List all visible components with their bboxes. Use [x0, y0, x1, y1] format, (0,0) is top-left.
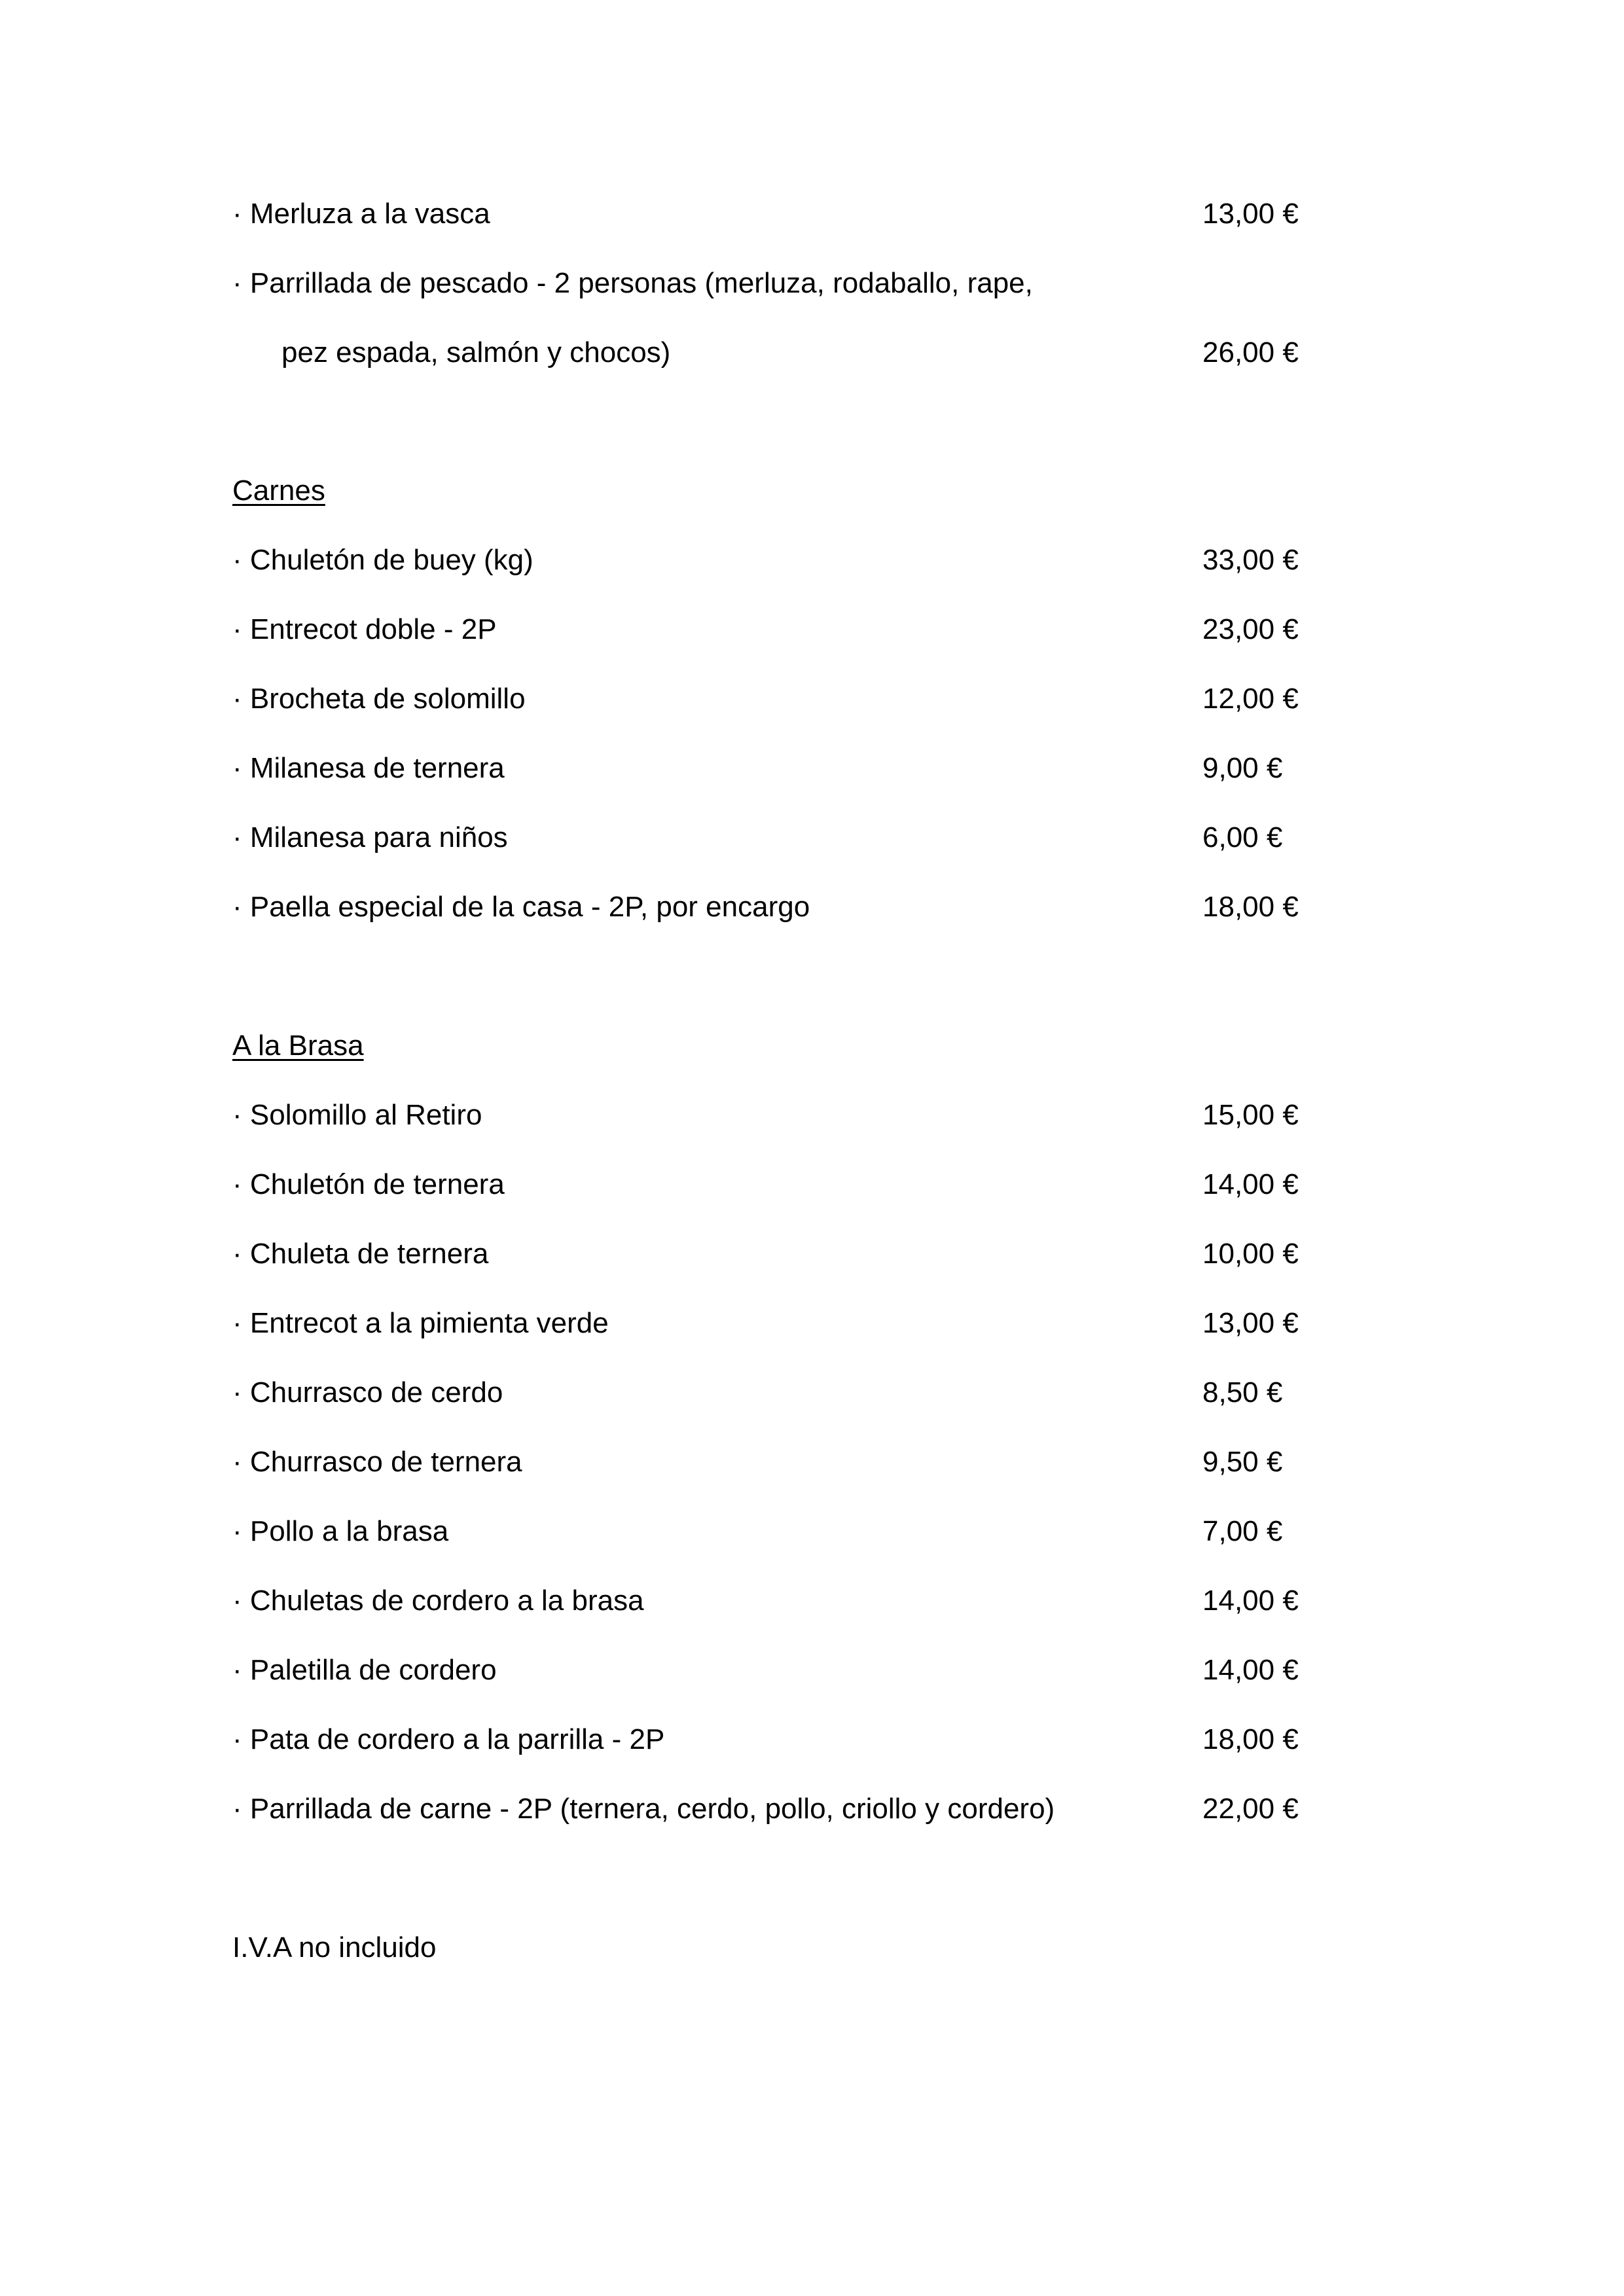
section-header-carnes [0, 465, 1624, 517]
menu-item-price: 18,00 € [1202, 891, 1299, 923]
menu-item-price: 18,00 € [1202, 1723, 1299, 1755]
menu-item-price: 7,00 € [1202, 1515, 1283, 1547]
menu-item-price: 13,00 € [1202, 198, 1299, 230]
menu-item-name: · Brocheta de solomillo [232, 683, 526, 715]
menu-item-name: · Entrecot doble - 2P [232, 613, 497, 645]
menu-item-price: 15,00 € [1202, 1099, 1299, 1131]
menu-item [0, 881, 1624, 933]
menu-item-name: · Pollo a la brasa [232, 1515, 449, 1547]
menu-item [0, 673, 1624, 725]
menu-item-price: 14,00 € [1202, 1585, 1299, 1617]
menu-item [0, 1297, 1624, 1350]
menu-item-price: 9,00 € [1202, 752, 1283, 784]
menu-item [0, 1367, 1624, 1419]
menu-item-price: 14,00 € [1202, 1654, 1299, 1686]
menu-item-name: · Entrecot a la pimienta verde [232, 1307, 609, 1339]
menu-item-name-continued: pez espada, salmón y chocos) [281, 336, 671, 368]
menu-item-continuation [0, 327, 1624, 379]
menu-item-name: · Milanesa de ternera [232, 752, 505, 784]
menu-item [0, 1089, 1624, 1141]
menu-item-name: · Chuletón de ternera [232, 1168, 505, 1200]
menu-item-price: 6,00 € [1202, 821, 1283, 853]
menu-item-name: · Pata de cordero a la parrilla - 2P [232, 1723, 665, 1755]
menu-item-price: 14,00 € [1202, 1168, 1299, 1200]
menu-item-name: · Parrillada de carne - 2P (ternera, cerdo, pollo, criollo y cordero) [232, 1793, 1055, 1825]
menu-item-price: 8,50 € [1202, 1376, 1283, 1408]
menu-item [0, 1158, 1624, 1211]
tax-note: I.V.A no incluido [232, 1931, 437, 1964]
menu-item [0, 188, 1624, 240]
menu-item-price: 23,00 € [1202, 613, 1299, 645]
menu-item [0, 1575, 1624, 1627]
menu-item [0, 1644, 1624, 1696]
menu-item-name: · Churrasco de ternera [232, 1446, 522, 1478]
section-title: A la Brasa [232, 1030, 364, 1062]
section-title: Carnes [232, 475, 325, 507]
footer [0, 1922, 1624, 1974]
menu-item-name: · Paella especial de la casa - 2P, por encargo [232, 891, 810, 923]
menu-item-name: · Chuleta de ternera [232, 1238, 489, 1270]
section-header-a-la-brasa [0, 1020, 1624, 1072]
menu-item [0, 1228, 1624, 1280]
menu-item-price: 12,00 € [1202, 683, 1299, 715]
menu-item-price: 10,00 € [1202, 1238, 1299, 1270]
menu-item-price: 33,00 € [1202, 544, 1299, 576]
menu-item-name: · Chuletas de cordero a la brasa [232, 1585, 644, 1617]
menu-item-price: 26,00 € [1202, 336, 1299, 368]
menu-item-name: · Solomillo al Retiro [232, 1099, 482, 1131]
menu-item-name: · Milanesa para niños [232, 821, 508, 853]
menu-item-name: · Paletilla de cordero [232, 1654, 497, 1686]
menu-item [0, 742, 1624, 795]
menu-item [0, 1505, 1624, 1558]
menu-item [0, 812, 1624, 864]
menu-item-name: · Chuletón de buey (kg) [232, 544, 533, 576]
menu-item-price: 13,00 € [1202, 1307, 1299, 1339]
menu-item-name: · Churrasco de cerdo [232, 1376, 503, 1408]
menu-item-name: · Merluza a la vasca [232, 198, 490, 230]
menu-item [0, 257, 1624, 310]
menu-item-price: 22,00 € [1202, 1793, 1299, 1825]
menu-item-name: · Parrillada de pescado - 2 personas (merluza, rodaballo, rape, [232, 267, 1033, 299]
menu-item [0, 1783, 1624, 1835]
menu-item-price: 9,50 € [1202, 1446, 1283, 1478]
menu-item [0, 534, 1624, 586]
menu-item [0, 1713, 1624, 1766]
menu-item [0, 603, 1624, 656]
menu-item [0, 1436, 1624, 1488]
